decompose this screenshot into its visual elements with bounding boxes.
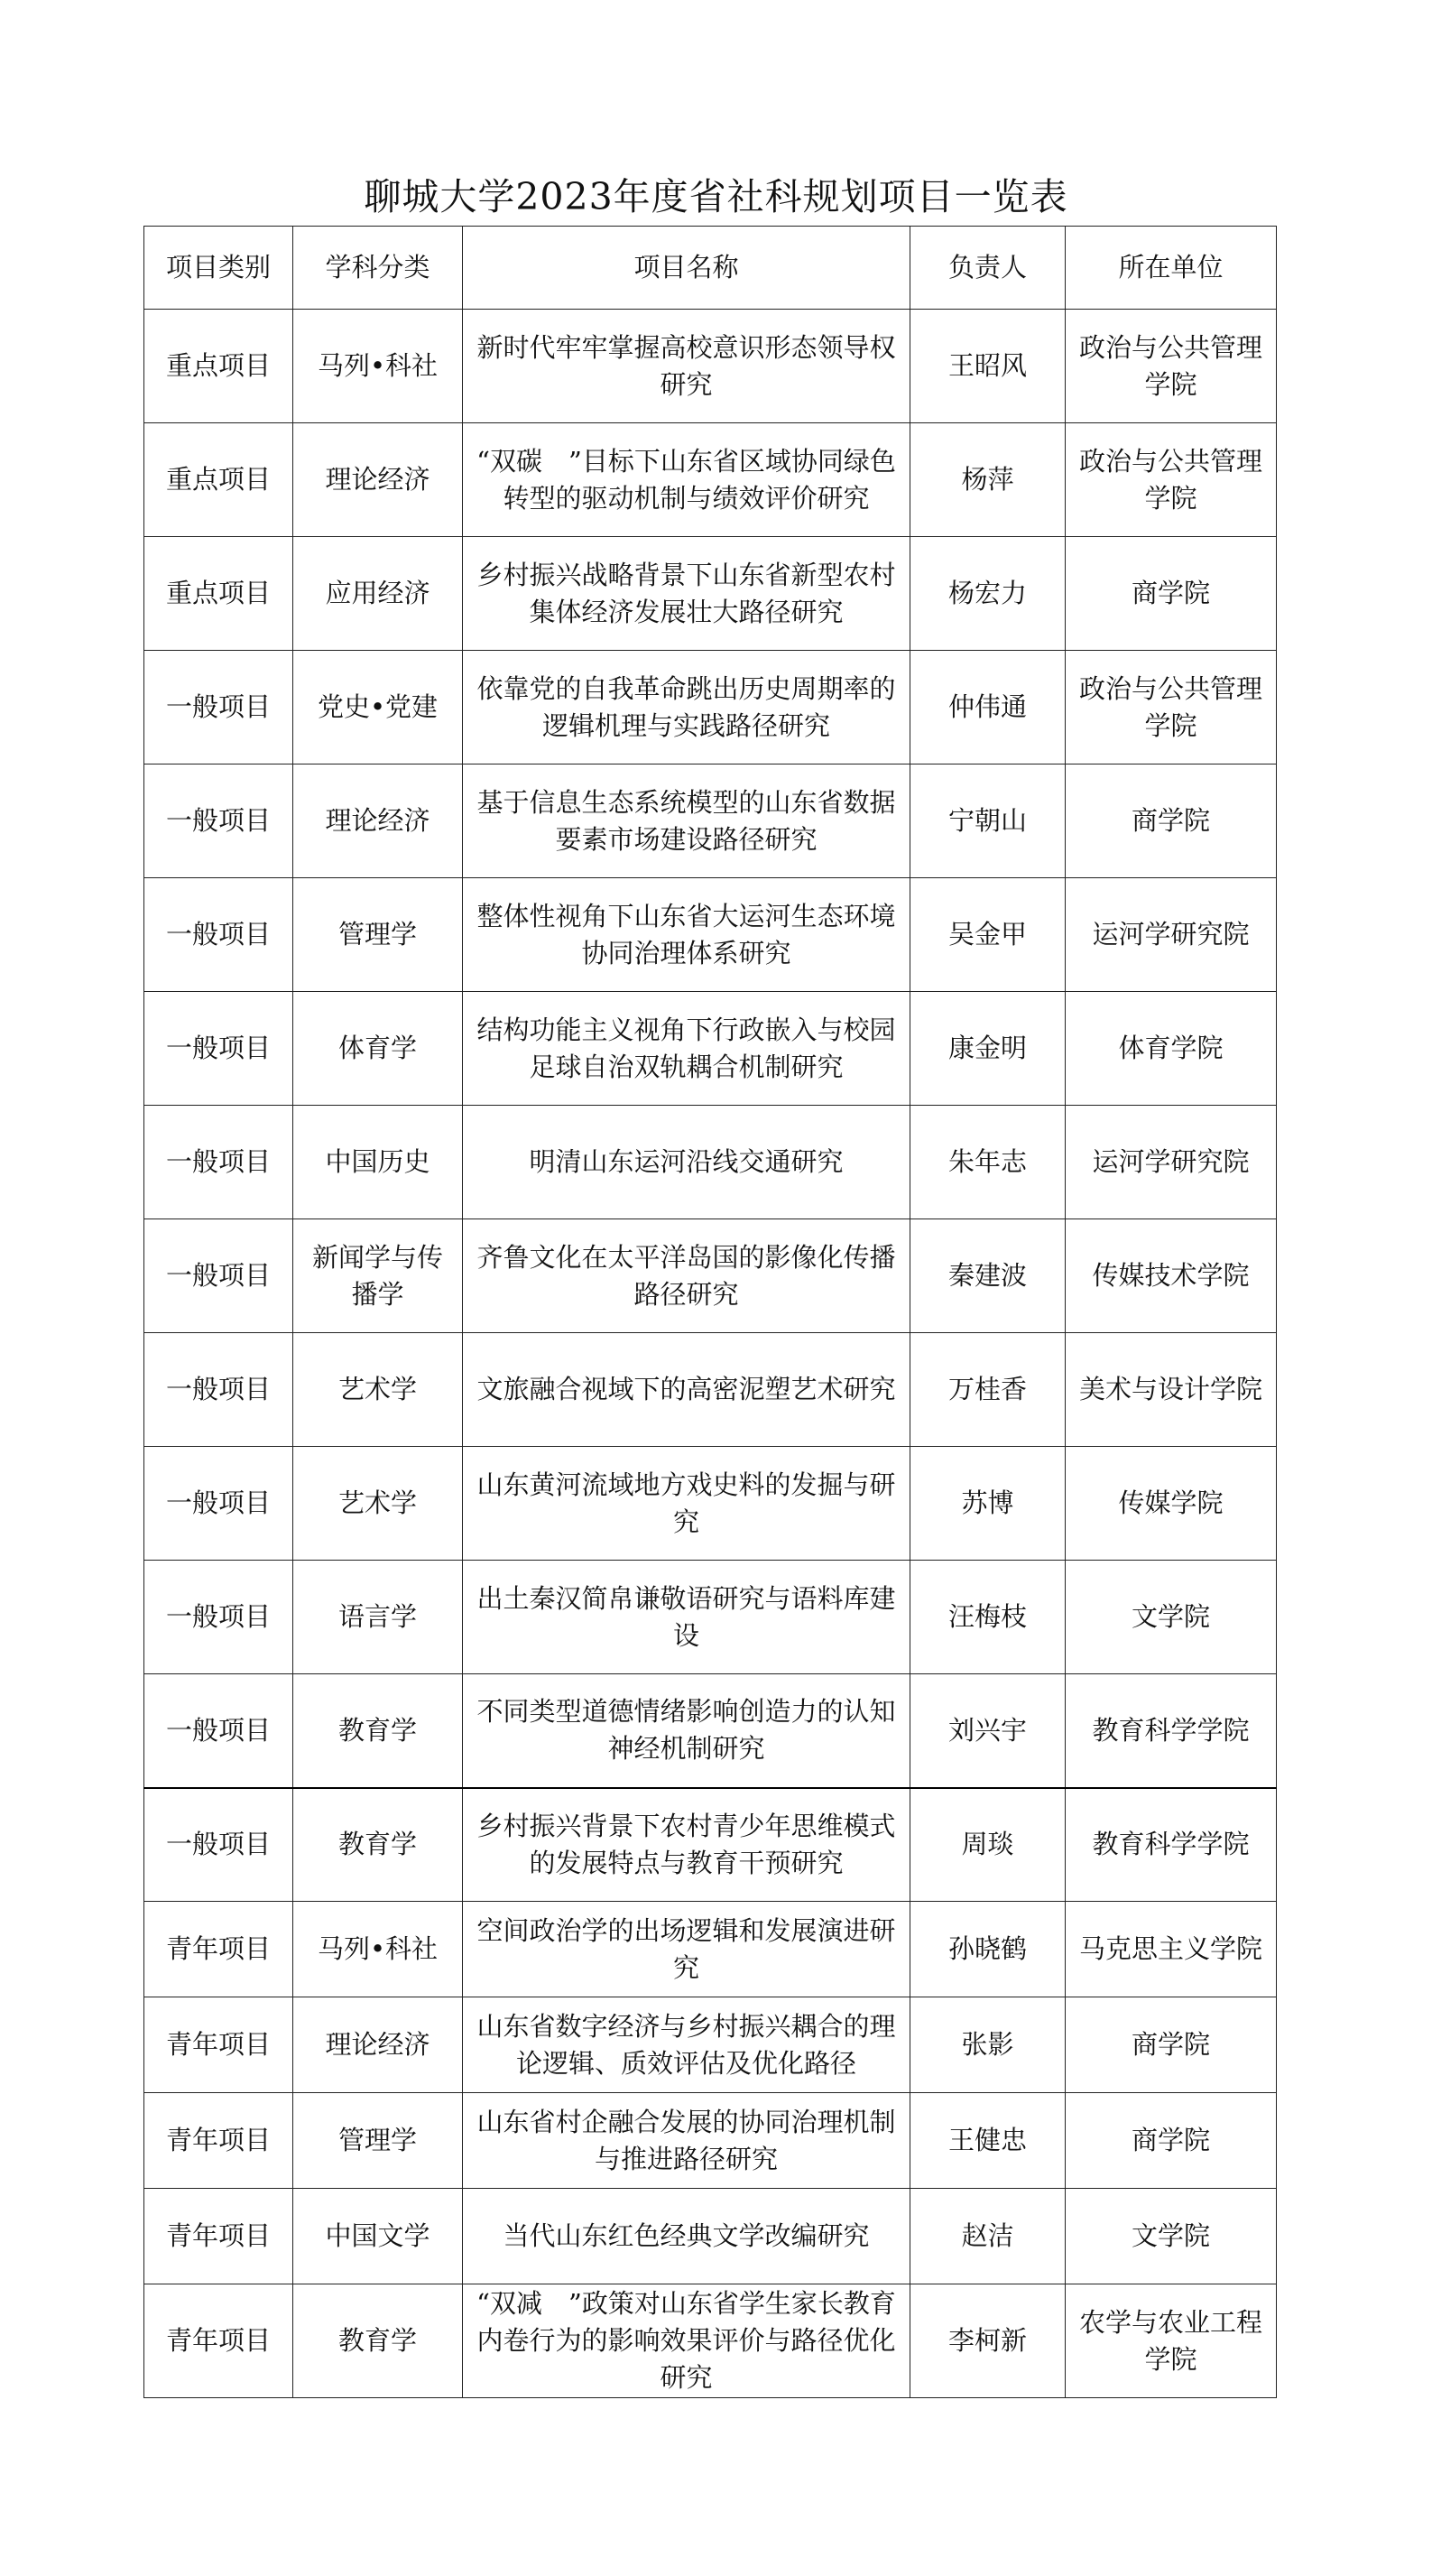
category-cell: 一般项目 (144, 1219, 293, 1333)
unit-cell: 政治与公共管理学院 (1066, 423, 1277, 537)
category-cell: 一般项目 (144, 764, 293, 878)
project-name-cell: 山东省数字经济与乡村振兴耦合的理论逻辑、质效评估及优化路径 (463, 1997, 910, 2093)
project-name-cell: 空间政治学的出场逻辑和发展演进研究 (463, 1902, 910, 1997)
leader-cell: 万桂香 (910, 1333, 1066, 1447)
table-row (144, 651, 1277, 764)
unit-cell: 政治与公共管理学院 (1066, 310, 1277, 423)
category-cell: 重点项目 (144, 423, 293, 537)
unit-cell: 商学院 (1066, 2093, 1277, 2189)
category-cell: 一般项目 (144, 1788, 293, 1902)
table-row (144, 310, 1277, 423)
leader-cell: 周琰 (910, 1788, 1066, 1902)
leader-cell: 赵洁 (910, 2189, 1066, 2284)
leader-cell: 苏博 (910, 1447, 1066, 1561)
discipline-cell: 艺术学 (293, 1333, 463, 1447)
project-name-cell: 山东黄河流域地方戏史料的发掘与研究 (463, 1447, 910, 1561)
discipline-cell: 理论经济 (293, 423, 463, 537)
table-row (144, 1997, 1277, 2093)
category-cell: 青年项目 (144, 2093, 293, 2189)
project-name-cell: 出土秦汉简帛谦敬语研究与语料库建设 (463, 1561, 910, 1674)
category-cell: 一般项目 (144, 1561, 293, 1674)
table-row (144, 423, 1277, 537)
category-cell: 一般项目 (144, 651, 293, 764)
leader-cell: 杨萍 (910, 423, 1066, 537)
discipline-cell: 管理学 (293, 878, 463, 992)
column-header-project-name: 项目名称 (463, 227, 910, 310)
discipline-cell: 中国文学 (293, 2189, 463, 2284)
column-header-unit: 所在单位 (1066, 227, 1277, 310)
leader-cell: 汪梅枝 (910, 1561, 1066, 1674)
column-header-discipline: 学科分类 (293, 227, 463, 310)
table-row (144, 1561, 1277, 1674)
table-row (144, 1788, 1277, 1902)
discipline-cell: 中国历史 (293, 1106, 463, 1219)
unit-cell: 商学院 (1066, 1997, 1277, 2093)
category-cell: 青年项目 (144, 1997, 293, 2093)
project-name-cell: 新时代牢牢掌握高校意识形态领导权研究 (463, 310, 910, 423)
table-row (144, 537, 1277, 651)
leader-cell: 王健忠 (910, 2093, 1066, 2189)
leader-cell: 朱年志 (910, 1106, 1066, 1219)
unit-cell: 农学与农业工程学院 (1066, 2284, 1277, 2398)
leader-cell: 刘兴宇 (910, 1674, 1066, 1788)
discipline-cell: 理论经济 (293, 1997, 463, 2093)
unit-cell: 商学院 (1066, 537, 1277, 651)
discipline-cell: 语言学 (293, 1561, 463, 1674)
discipline-cell: 马列•科社 (293, 310, 463, 423)
category-cell: 重点项目 (144, 310, 293, 423)
unit-cell: 传媒技术学院 (1066, 1219, 1277, 1333)
leader-cell: 王昭风 (910, 310, 1066, 423)
unit-cell: 传媒学院 (1066, 1447, 1277, 1561)
project-name-cell: 不同类型道德情绪影响创造力的认知神经机制研究 (463, 1674, 910, 1788)
category-cell: 一般项目 (144, 992, 293, 1106)
discipline-cell: 教育学 (293, 2284, 463, 2398)
unit-cell: 教育科学学院 (1066, 1674, 1277, 1788)
category-cell: 青年项目 (144, 1902, 293, 1997)
unit-cell: 马克思主义学院 (1066, 1902, 1277, 1997)
leader-cell: 李柯新 (910, 2284, 1066, 2398)
leader-cell: 仲伟通 (910, 651, 1066, 764)
discipline-cell: 理论经济 (293, 764, 463, 878)
unit-cell: 政治与公共管理学院 (1066, 651, 1277, 764)
leader-cell: 宁朝山 (910, 764, 1066, 878)
discipline-cell: 教育学 (293, 1788, 463, 1902)
category-cell: 青年项目 (144, 2189, 293, 2284)
discipline-cell: 党史•党建 (293, 651, 463, 764)
discipline-cell: 管理学 (293, 2093, 463, 2189)
unit-cell: 美术与设计学院 (1066, 1333, 1277, 1447)
column-header-category: 项目类别 (144, 227, 293, 310)
leader-cell: 康金明 (910, 992, 1066, 1106)
project-name-cell: 齐鲁文化在太平洋岛国的影像化传播路径研究 (463, 1219, 910, 1333)
table-row (144, 764, 1277, 878)
table-row (144, 2093, 1277, 2189)
project-name-cell: “双减 ”政策对山东省学生家长教育内卷行为的影响效果评价与路径优化研究 (463, 2284, 910, 2398)
unit-cell: 文学院 (1066, 1561, 1277, 1674)
table-header-row (144, 227, 1277, 310)
table-row (144, 992, 1277, 1106)
unit-cell: 商学院 (1066, 764, 1277, 878)
category-cell: 一般项目 (144, 1106, 293, 1219)
unit-cell: 运河学研究院 (1066, 878, 1277, 992)
project-name-cell: 当代山东红色经典文学改编研究 (463, 2189, 910, 2284)
leader-cell: 孙晓鹤 (910, 1902, 1066, 1997)
leader-cell: 杨宏力 (910, 537, 1066, 651)
discipline-cell: 新闻学与传播学 (293, 1219, 463, 1333)
project-name-cell: 依靠党的自我革命跳出历史周期率的逻辑机理与实践路径研究 (463, 651, 910, 764)
project-name-cell: 乡村振兴战略背景下山东省新型农村集体经济发展壮大路径研究 (463, 537, 910, 651)
unit-cell: 体育学院 (1066, 992, 1277, 1106)
project-name-cell: 明清山东运河沿线交通研究 (463, 1106, 910, 1219)
category-cell: 一般项目 (144, 1674, 293, 1788)
leader-cell: 吴金甲 (910, 878, 1066, 992)
project-name-cell: “双碳 ”目标下山东省区域协同绿色转型的驱动机制与绩效评价研究 (463, 423, 910, 537)
discipline-cell: 体育学 (293, 992, 463, 1106)
table-row (144, 1219, 1277, 1333)
table-row (144, 878, 1277, 992)
project-name-cell: 整体性视角下山东省大运河生态环境协同治理体系研究 (463, 878, 910, 992)
project-name-cell: 文旅融合视域下的高密泥塑艺术研究 (463, 1333, 910, 1447)
page-title: 聊城大学2023年度省社科规划项目一览表 (364, 175, 1068, 218)
leader-cell: 张影 (910, 1997, 1066, 2093)
category-cell: 一般项目 (144, 1333, 293, 1447)
discipline-cell: 马列•科社 (293, 1902, 463, 1997)
unit-cell: 教育科学学院 (1066, 1788, 1277, 1902)
table-row (144, 2189, 1277, 2284)
discipline-cell: 教育学 (293, 1674, 463, 1788)
projects-table (143, 226, 1277, 2398)
table-row (144, 1902, 1277, 1997)
table-row (144, 1674, 1277, 1788)
category-cell: 一般项目 (144, 878, 293, 992)
leader-cell: 秦建波 (910, 1219, 1066, 1333)
project-name-cell: 结构功能主义视角下行政嵌入与校园足球自治双轨耦合机制研究 (463, 992, 910, 1106)
table-row (144, 1447, 1277, 1561)
discipline-cell: 艺术学 (293, 1447, 463, 1561)
project-name-cell: 基于信息生态系统模型的山东省数据要素市场建设路径研究 (463, 764, 910, 878)
unit-cell: 运河学研究院 (1066, 1106, 1277, 1219)
project-name-cell: 乡村振兴背景下农村青少年思维模式的发展特点与教育干预研究 (463, 1788, 910, 1902)
category-cell: 青年项目 (144, 2284, 293, 2398)
table-row (144, 2284, 1277, 2398)
category-cell: 重点项目 (144, 537, 293, 651)
category-cell: 一般项目 (144, 1447, 293, 1561)
project-name-cell: 山东省村企融合发展的协同治理机制与推进路径研究 (463, 2093, 910, 2189)
discipline-cell: 应用经济 (293, 537, 463, 651)
column-header-leader: 负责人 (910, 227, 1066, 310)
table-row (144, 1333, 1277, 1447)
unit-cell: 文学院 (1066, 2189, 1277, 2284)
table-row (144, 1106, 1277, 1219)
